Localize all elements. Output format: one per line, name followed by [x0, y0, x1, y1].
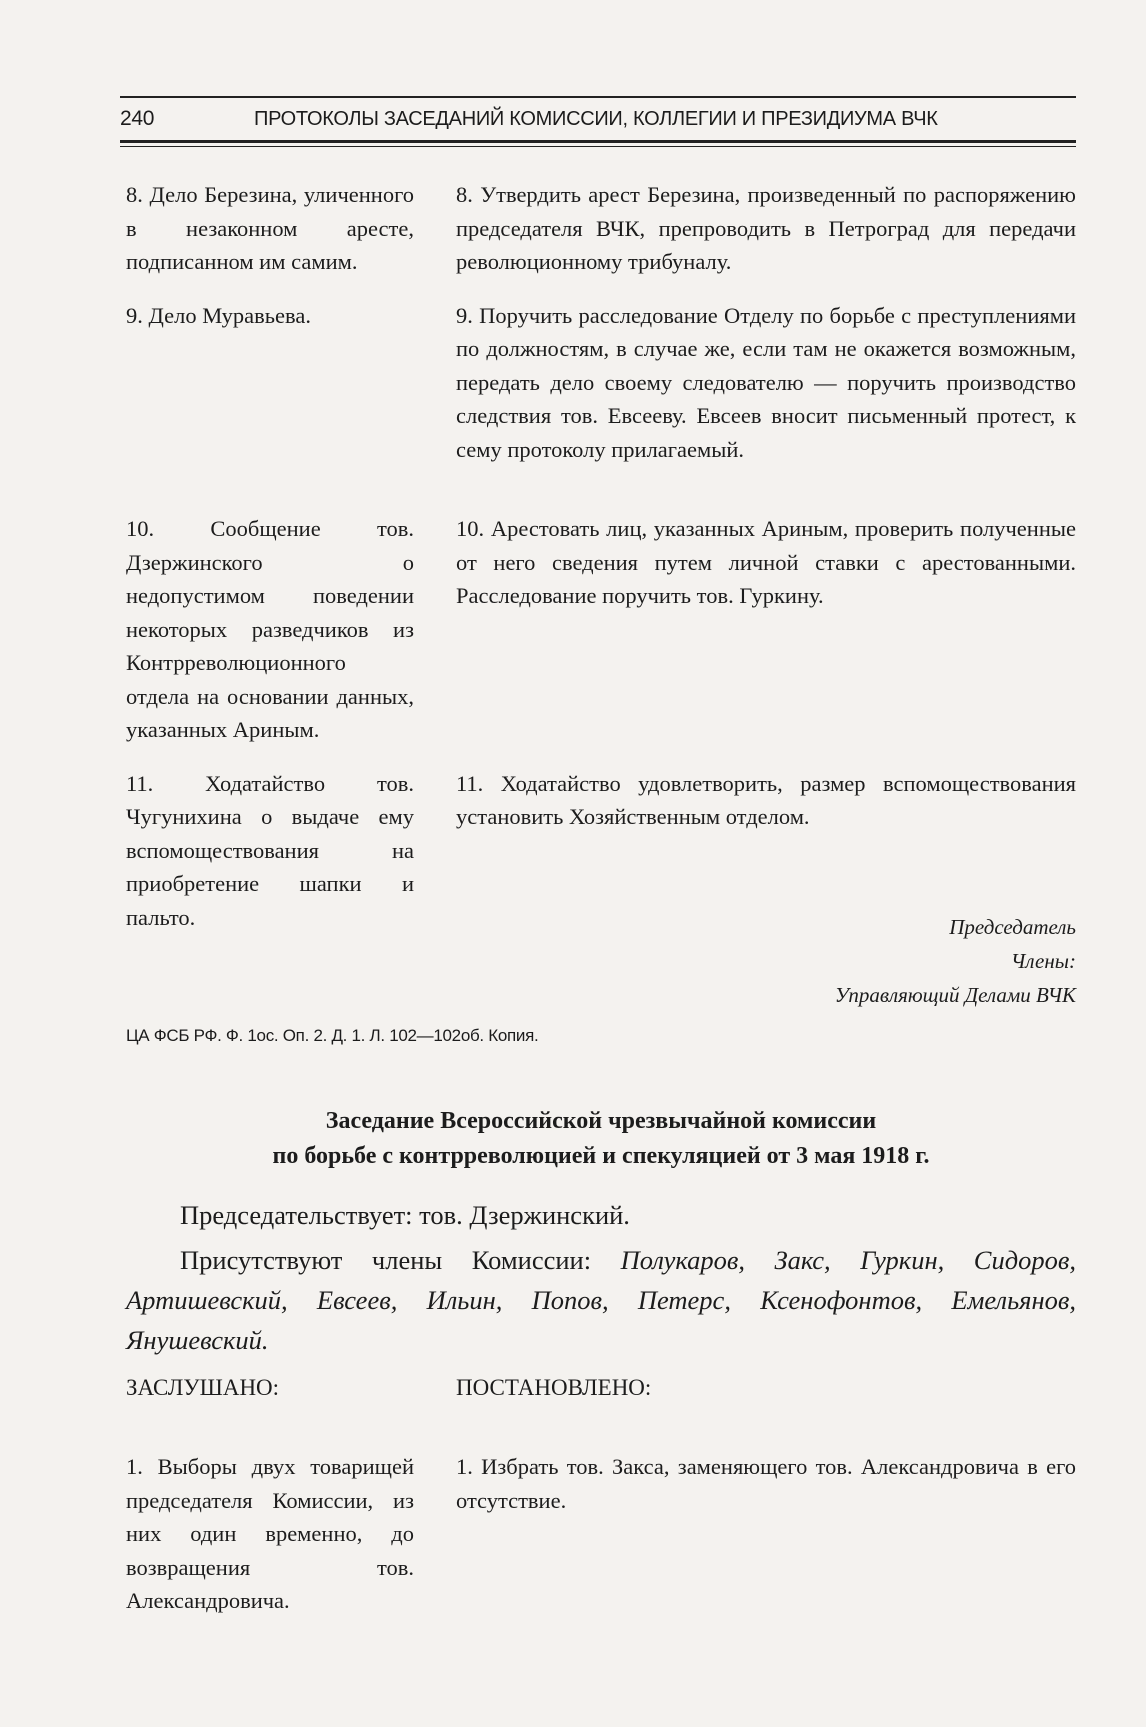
running-title: ПРОТОКОЛЫ ЗАСЕДАНИЙ КОМИССИИ, КОЛЛЕГИИ И ПРЕЗИДИУМА ВЧК — [254, 107, 938, 130]
meeting-chair: Председательствует: тов. Дзержинский. — [180, 1200, 630, 1230]
entry-resolved: 10. Арестовать лиц, указанных Ариным, проверить полученные от него сведения путем личной ставки с арестованными. Расследование поручить тов. Гуркину. — [456, 516, 1076, 608]
meeting-title-line1: Заседание Всероссийской чрезвычайной комиссии — [325, 1108, 877, 1134]
running-header — [120, 96, 1076, 147]
page-number: 240 — [120, 107, 155, 130]
header-rule-bottom — [120, 140, 1076, 143]
archive-source: ЦА ФСБ РФ. Ф. 1ос. Оп. 2. Д. 1. Л. 102—102об. Копия. — [126, 1026, 539, 1045]
meeting-entry-1 — [126, 1450, 1076, 1618]
column-headings — [126, 1375, 1076, 1401]
entry-heard: 10. Сообщение тов. Дзержинского о недопустимом поведении некоторых разведчиков из Контрреволюционного отдела на основании данных, указанных Ариным. — [126, 516, 414, 742]
entry-heard: 1. Выборы двух товарищей председателя Комиссии, из них один временно, до возвращения тов. Александровича. — [126, 1454, 414, 1613]
meeting-present — [126, 1240, 1076, 1360]
protocol-entries — [126, 178, 1076, 954]
entry-heard: 8. Дело Березина, уличенного в незаконном аресте, подписанном им самим. — [126, 182, 414, 274]
protocol-entry-9 — [126, 299, 1076, 467]
present-label: Присутствуют члены Комиссии: — [180, 1245, 621, 1275]
entry-resolved: 11. Ходатайство удовлетворить, размер вспомоществования установить Хозяйственным отделом. — [456, 770, 1076, 829]
signature-manager: Управляющий Делами ВЧК — [834, 983, 1076, 1007]
meeting-entries — [126, 1450, 1076, 1638]
entry-resolved: 9. Поручить расследование Отделу по борьбе с преступлениями по должностям, в случае же, если там не окажется возможным, передать дело своему следователю — поручить производство следствия тов. Евсееву. Евсеев вносит письменный протест, к сему протоколу прилагаемый. — [456, 302, 1076, 462]
entry-heard: 9. Дело Муравьева. — [126, 302, 311, 328]
col-resolved-heading: ПОСТАНОВЛЕНО: — [456, 1375, 652, 1400]
header-rule-bottom-thin — [120, 146, 1076, 147]
entry-resolved: 1. Избрать тов. Закса, заменяющего тов. Александровича в его отсутствие. — [456, 1454, 1076, 1513]
protocol-entry-10 — [126, 512, 1076, 747]
entry-resolved: 8. Утвердить арест Березина, произведенный по распоряжению председателя ВЧК, препроводить в Петроград для передачи революционному трибуналу. — [456, 182, 1076, 274]
signature-block — [676, 910, 1076, 1012]
col-heard-heading: ЗАСЛУШАНО: — [126, 1375, 280, 1400]
present-names: Полукаров, Закс, Гуркин, Сидоров, Артишевский, Евсеев, Ильин, Попов, Петерс, Ксенофонтов, Емельянов, Янушевский. — [126, 1245, 1076, 1355]
protocol-entry-8 — [126, 178, 1076, 279]
meeting-title — [126, 1104, 1076, 1174]
signature-members: Члены: — [1010, 949, 1076, 973]
protocol-entry-11 — [126, 767, 1076, 935]
entry-heard: 11. Ходатайство тов. Чугунихина о выдаче ему вспомоществования на приобретение шапки и пальто. — [126, 770, 414, 930]
signature-chair: Председатель — [949, 915, 1076, 939]
meeting-title-line2: по борьбе с контрреволюцией и спекуляцией от 3 мая 1918 г. — [272, 1143, 930, 1169]
